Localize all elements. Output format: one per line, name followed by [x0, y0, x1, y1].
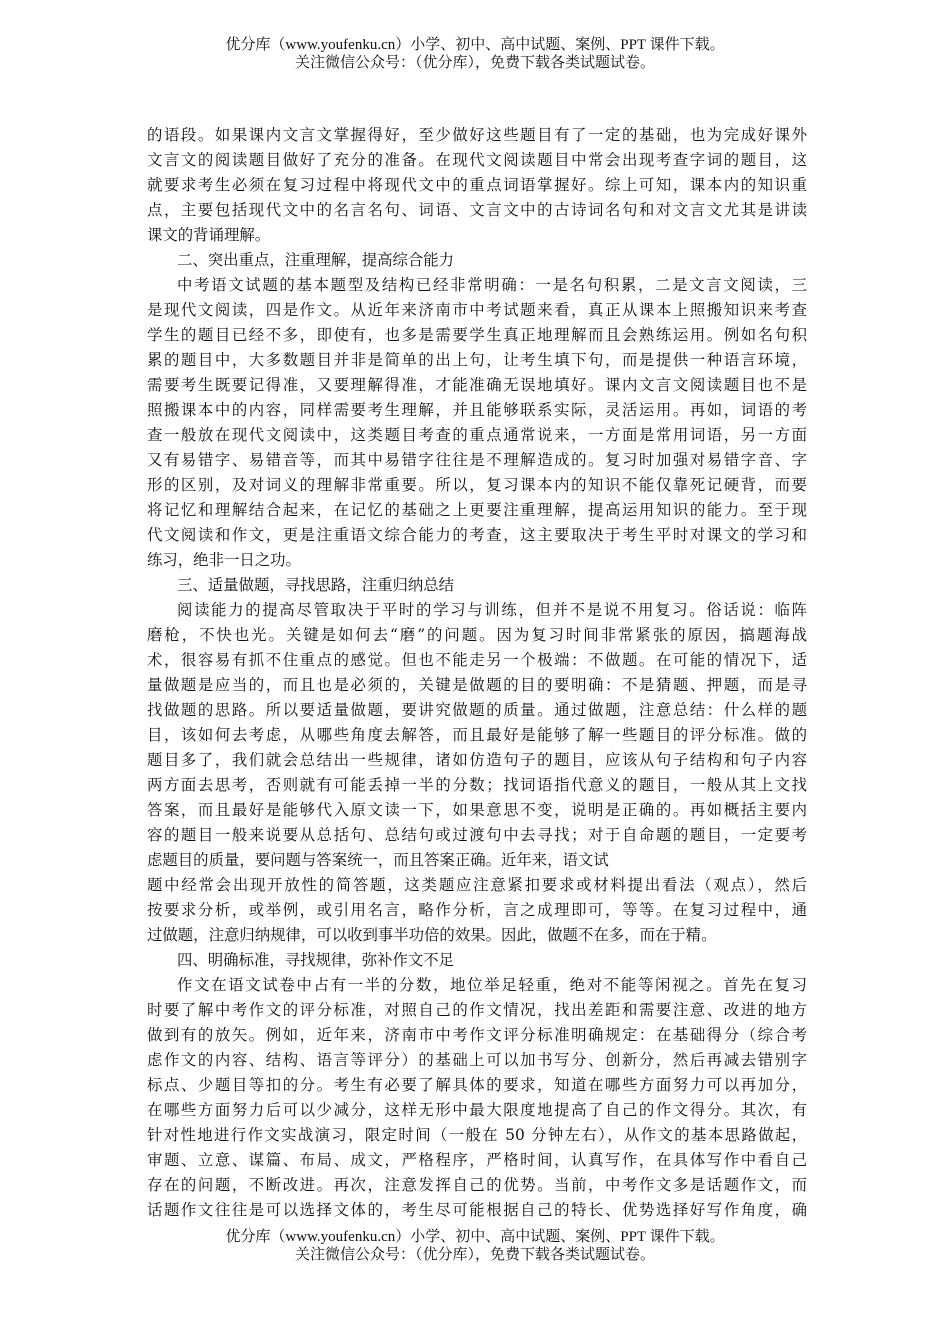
text-line: 量做题是应当的，而且也是必须的，关键是做题的目的要明确：不是猜题、押题，而是寻 — [147, 676, 807, 694]
text-line: 是现代文阅读，四是作文。从近年来济南市中考试题来看，真正从课本上照搬知识来考查 — [147, 301, 807, 319]
text-line: 代文阅读和作文，更是注重语文综合能力的考查，这主要取决于考生平时对课文的学习和 — [147, 526, 807, 544]
text-line: 做到有的放矢。例如，近年来，济南市中考作文评分标准明确规定：在基础得分（综合考 — [147, 1026, 807, 1044]
text-line: 点，主要包括现代文中的名言名句、词语、文言文中的古诗词名句和对文言文尤其是讲读 — [147, 201, 807, 219]
text-line: 文言文的阅读题目做好了充分的准备。在现代文阅读题目中常会出现考查字词的题目，这 — [147, 151, 807, 169]
text-line: 照搬课本中的内容，同样需要考生理解，并且能够联系实际，灵活运用。再如，词语的考 — [147, 401, 807, 419]
text-line: 答案，而且最好是能够代入原文读一下，如果意思不变，说明是正确的。再如概括主要内 — [147, 801, 807, 819]
text-line: 两方面去思考，否则就有可能丢掉一半的分数；找词语指代意义的题目，一般从其上文找 — [147, 776, 807, 794]
page-footer — [0, 1228, 950, 1264]
text-line: 二、突出重点，注重理解，提高综合能力 — [177, 251, 455, 269]
text-line: 在哪些方面努力后可以少减分，这样无形中最大限度地提高了自己的作文得分。其次，有 — [147, 1101, 807, 1119]
text-line: 学生的题目已经不多，即使有，也多是需要学生真正地理解而且会熟练运用。例如名句积 — [147, 326, 807, 344]
text-line: 找做题的思路。所以要适量做题，要讲究做题的质量。通过做题，注意总结：什么样的题 — [147, 701, 807, 719]
text-line: 磨枪，不快也光。关键是如何去“磨”的问题。因为复习时间非常紧张的原因，搞题海战 — [147, 626, 807, 644]
text-line: 术，很容易有抓不住重点的感觉。但也不能走另一个极端：不做题。在可能的情况下，适 — [147, 651, 807, 669]
header-line-2: 关注微信公众号：（优分库），免费下载各类试题试卷。 — [294, 55, 655, 71]
footer-line-1: 优分库（www.youfenku.cn）小学、初中、高中试题、案例、PPT 课件下载。 — [225, 1229, 725, 1245]
text-line: 容的题目一般来说要从总括句、总结句或过渡句中去寻找；对于自命题的题目，一定要考 — [147, 826, 807, 844]
text-line: 时要了解中考作文的评分标准，对照自己的作文情况，找出差距和需要注意、改进的地方 — [147, 1001, 807, 1019]
text-line: 将记忆和理解结合起来，在记忆的基础之上更要注重理解，提高运用知识的能力。至于现 — [147, 501, 807, 519]
footer-line-2: 关注微信公众号：（优分库），免费下载各类试题试卷。 — [294, 1247, 655, 1263]
text-line: 课文的背诵理解。 — [147, 226, 271, 244]
text-line: 形的区别，及对词义的理解非常重要。所以，复习课本内的知识不能仅靠死记硬背，而要 — [147, 476, 807, 494]
text-line: 虑题目的质量，要问题与答案统一，而且答案正确。近年来，语文试 — [147, 851, 609, 869]
text-line: 题目多了，我们就会总结出一些规律，诸如仿造句子的题目，应该从句子结构和句子内容 — [147, 751, 807, 769]
header-line-1: 优分库（www.youfenku.cn）小学、初中、高中试题、案例、PPT 课件下载。 — [225, 37, 725, 53]
text-line: 中考语文试题的基本题型及结构已经非常明确：一是名句积累，二是文言文阅读，三 — [177, 276, 807, 294]
text-line: 审题、立意、谋篇、布局、成文，严格程序，严格时间，认真写作，在具体写作中看自己 — [147, 1151, 807, 1169]
text-line: 三、适量做题，寻找思路，注重归纳总结 — [177, 576, 455, 594]
text-line: 查一般放在现代文阅读中，这类题目考查的重点通常说来，一方面是常用词语，另一方面 — [147, 426, 807, 444]
text-line: 针对性地进行作文实战演习，限定时间（一般在 50 分钟左右），从作文的基本思路做起， — [147, 1126, 807, 1144]
text-line: 又有易错字、易错音等，而其中易错字往往是不理解造成的。复习时加强对易错字音、字 — [147, 451, 807, 469]
text-line: 四、明确标准，寻找规律，弥补作文不足 — [177, 951, 455, 969]
text-line: 目，该如何去考虑，从哪些角度去解答，而且最好是能够了解一些题目的评分标准。做的 — [147, 726, 807, 744]
text-line: 练习，绝非一日之功。 — [147, 551, 301, 569]
text-line: 标点、少题目等扣的分。考生有必要了解具体的要求，知道在哪些方面努力可以再加分， — [147, 1076, 807, 1094]
document-body — [147, 123, 807, 1223]
text-line: 的语段。如果课内文言文掌握得好，至少做好这些题目有了一定的基础，也为完成好课外 — [147, 126, 807, 144]
text-line: 话题作文往往是可以选择文体的，考生尽可能根据自己的特长、优势选择好写作角度，确 — [147, 1201, 807, 1219]
text-line: 按要求分析，或举例，或引用名言，略作分析，言之成理即可，等等。在复习过程中，通 — [147, 901, 807, 919]
text-line: 虑作文的内容、结构、语言等评分）的基础上可以加书写分、创新分，然后再减去错别字 — [147, 1051, 807, 1069]
text-line: 过做题，注意归纳规律，可以收到事半功倍的效果。因此，做题不在多，而在于精。 — [147, 926, 717, 944]
text-line: 存在的问题，不断改进。再次，注意发挥自己的优势。当前，中考作文多是话题作文，而 — [147, 1176, 807, 1194]
text-line: 阅读能力的提高尽管取决于平时的学习与训练，但并不是说不用复习。俗话说：临阵 — [177, 601, 807, 619]
text-line: 需要考生既要记得准，又要理解得准，才能准确无误地填好。课内文言文阅读题目也不是 — [147, 376, 807, 394]
text-line: 就要求考生必须在复习过程中将现代文中的重点词语掌握好。综上可知，课本内的知识重 — [147, 176, 807, 194]
text-line: 作文在语文试卷中占有一半的分数，地位举足轻重，绝对不能等闲视之。首先在复习 — [177, 976, 807, 994]
page-header — [0, 36, 950, 72]
text-line: 累的题目中，大多数题目并非是简单的出上句，让考生填下句，而是提供一种语言环境， — [147, 351, 807, 369]
text-line: 题中经常会出现开放性的简答题，这类题应注意紧扣要求或材料提出看法（观点），然后 — [147, 876, 807, 894]
